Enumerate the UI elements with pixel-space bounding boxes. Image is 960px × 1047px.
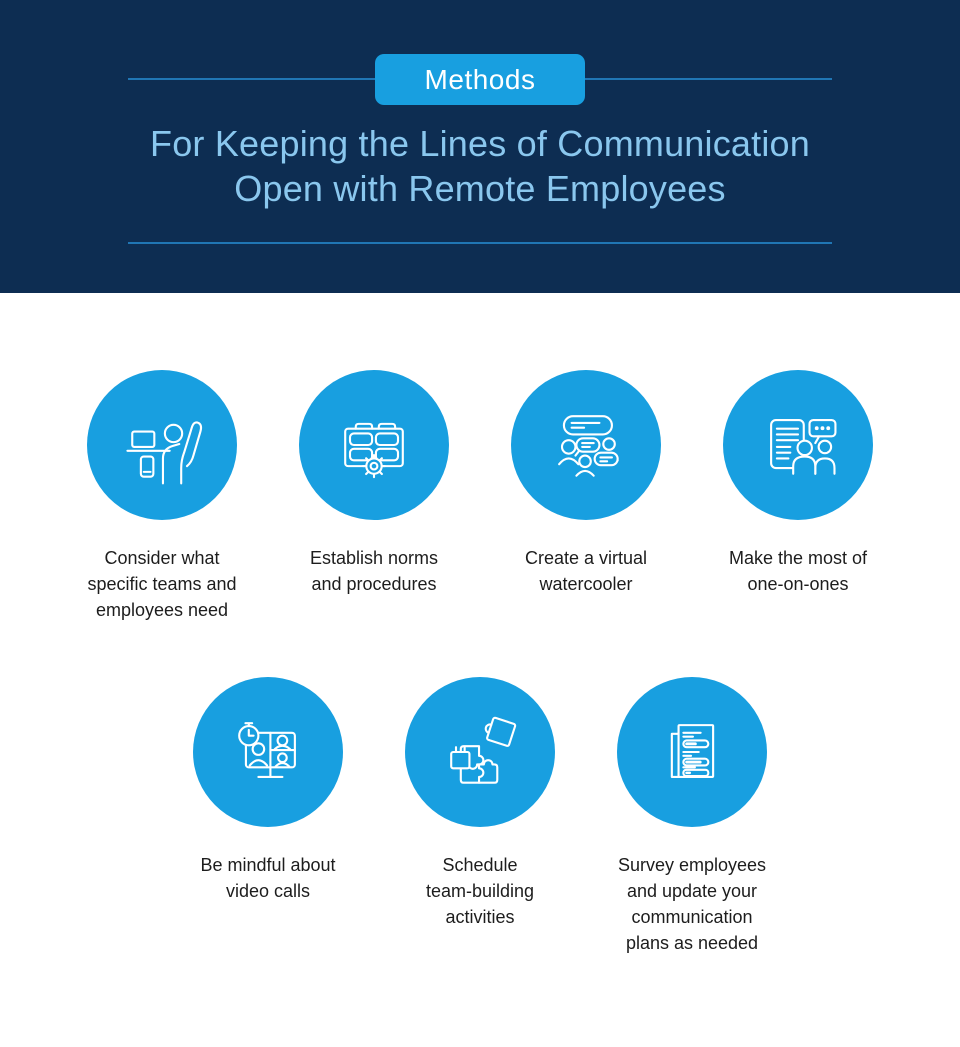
method-consider-needs [56, 370, 268, 623]
person-raising-hand-at-laptop-icon [114, 397, 210, 493]
method-icon-circle [87, 370, 237, 520]
caption-line: watercooler [539, 574, 633, 594]
method-caption [525, 545, 647, 597]
method-survey-employees [586, 677, 798, 956]
method-caption [729, 545, 867, 597]
methods-grid [0, 293, 960, 956]
methods-row-2 [162, 677, 798, 956]
methods-badge [375, 54, 585, 105]
caption-line: Consider what [104, 548, 220, 568]
methods-badge-label: Methods [424, 63, 536, 95]
method-video-calls [162, 677, 374, 956]
caption-line: Create a virtual [524, 548, 648, 568]
caption-line: Establish norms [309, 548, 439, 568]
caption-line: communication [631, 907, 753, 927]
method-icon-circle [405, 677, 555, 827]
puzzle-pieces-calendar-icon [432, 704, 528, 800]
method-icon-circle [511, 370, 661, 520]
page-title-line1: For Keeping the Lines of Communication [150, 123, 810, 164]
method-icon-circle [723, 370, 873, 520]
group-chat-bubbles-icon [538, 397, 634, 493]
method-one-on-ones [692, 370, 904, 623]
caption-line: one-on-ones [747, 574, 849, 594]
caption-line: Survey employees [617, 855, 767, 875]
caption-line: Make the most of [728, 548, 868, 568]
caption-line: employees need [95, 600, 229, 620]
divider-line-bottom [128, 242, 832, 244]
caption-line: activities [445, 907, 515, 927]
caption-line: and update your [626, 881, 758, 901]
caption-line: video calls [225, 881, 311, 901]
organized-blocks-gear-icon [326, 397, 422, 493]
method-caption [426, 852, 534, 930]
caption-line: specific teams and [87, 574, 237, 594]
method-caption [200, 852, 335, 904]
page-title [0, 121, 960, 211]
caption-line: Be mindful about [200, 855, 336, 875]
caption-line: and procedures [311, 574, 437, 594]
methods-row-1 [56, 293, 904, 623]
method-caption [310, 545, 438, 597]
method-team-building [374, 677, 586, 956]
caption-line: Schedule [442, 855, 518, 875]
caption-line: plans as needed [625, 933, 759, 953]
document-people-chat-icon [750, 397, 846, 493]
video-call-screen-timer-icon [220, 704, 316, 800]
method-virtual-watercooler [480, 370, 692, 623]
survey-document-icon [644, 704, 740, 800]
method-icon-circle [617, 677, 767, 827]
method-caption [618, 852, 766, 956]
page-title-line2: Open with Remote Employees [234, 168, 726, 209]
method-establish-norms [268, 370, 480, 623]
method-caption [87, 545, 236, 623]
header-band [0, 0, 960, 293]
method-icon-circle [299, 370, 449, 520]
method-icon-circle [193, 677, 343, 827]
caption-line: team-building [425, 881, 535, 901]
